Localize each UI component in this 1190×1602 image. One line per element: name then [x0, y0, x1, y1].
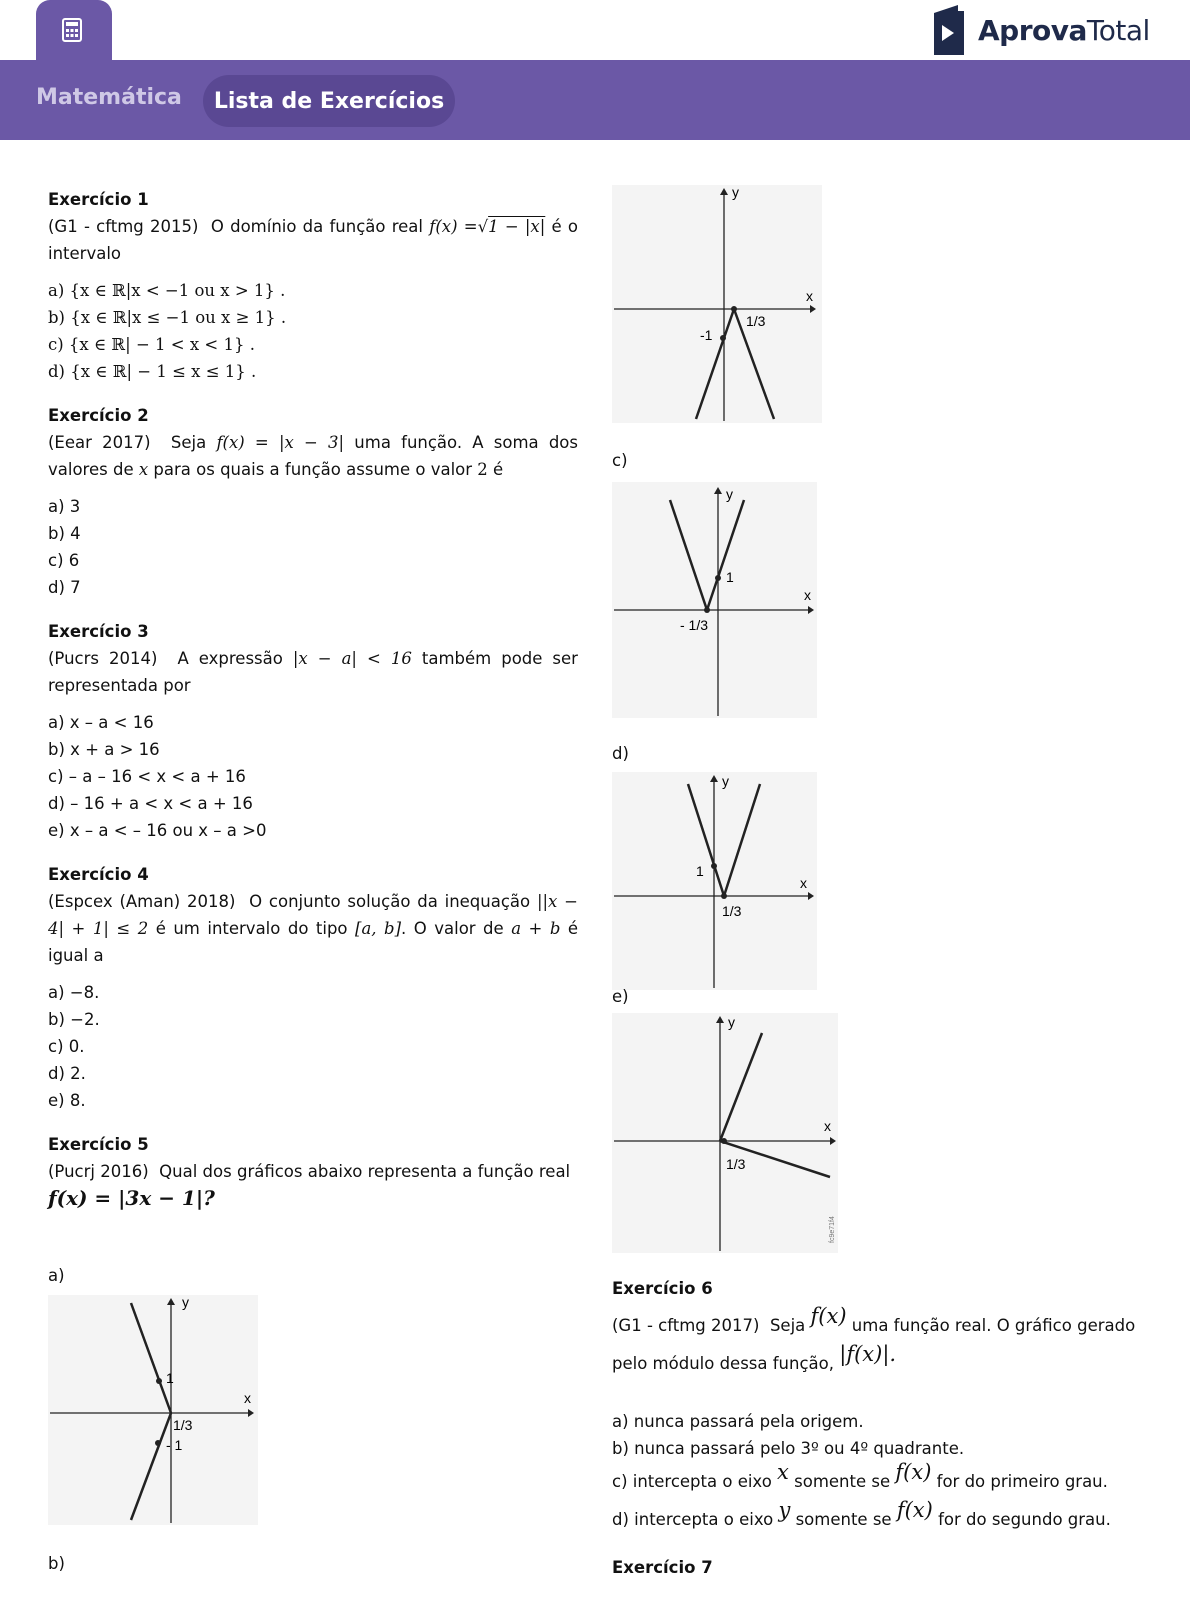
graph-d-svg [612, 772, 817, 990]
graph-c[interactable] [612, 482, 817, 718]
graph-b-svg [612, 185, 822, 423]
option-b[interactable]: b) nunca passará pelo 3º ou 4º quadrante. [612, 1439, 965, 1458]
statement-text-3: . O valor de [401, 919, 504, 938]
graph-b[interactable] [612, 185, 822, 423]
source: (G1 - cftmg 2015) [48, 217, 199, 236]
point [731, 306, 737, 312]
exercise-title: Exercício 6 [612, 1279, 713, 1298]
tick-label: -1 [700, 327, 713, 343]
axis-y-label: y [726, 486, 733, 502]
statement-text: Seja [769, 1316, 806, 1335]
options [612, 1408, 1172, 1538]
options [48, 277, 578, 385]
option-c[interactable]: c) {x ∈ ℝ| − 1 < x < 1} . [48, 335, 255, 354]
option-text: somente se [795, 1510, 892, 1529]
statement-text-2: uma função. A soma dos valores de [48, 433, 578, 479]
source: (Pucrj 2016) [48, 1162, 149, 1181]
option-c-label[interactable]: c) [612, 451, 628, 470]
formula-fx: f(x) = [429, 217, 478, 236]
exercise-1 [48, 186, 578, 385]
axis-y-label: y [182, 1295, 189, 1310]
exercise-statement [48, 888, 578, 969]
brand-name-regular: Total [1086, 13, 1150, 47]
statement-text: O domínio da função real [210, 217, 423, 236]
top-bar [0, 0, 1190, 60]
calculator-icon [62, 18, 82, 42]
statement-text-4: é igual a [48, 919, 579, 965]
tick-label: 1 [166, 1370, 174, 1386]
left-column [48, 186, 578, 1229]
y-arrow [167, 1298, 175, 1305]
axis-x-label: x [824, 1118, 831, 1134]
statement-text: Qual dos gráficos abaixo representa a função real [159, 1162, 571, 1181]
graph-line-1 [131, 1303, 171, 1413]
point [715, 575, 721, 581]
list-title-pill[interactable]: Lista de Exercícios [203, 75, 455, 127]
options [48, 709, 578, 844]
point [720, 335, 726, 341]
y-arrow [716, 1016, 724, 1023]
option-a[interactable]: a) x – a < 16 [48, 713, 154, 732]
formula-fx: f(x) [895, 1460, 932, 1484]
graph-e[interactable] [612, 1013, 838, 1253]
x-arrow [808, 606, 814, 614]
axis-x-label: x [800, 875, 807, 891]
statement-text: Seja [170, 433, 207, 452]
statement-text: A expressão [177, 649, 283, 668]
statement-text-2: uma função real. O gráfico gerado pelo módulo dessa função, [612, 1316, 1136, 1373]
graph-line-2 [707, 500, 744, 610]
option-b-label[interactable]: b) [48, 1554, 65, 1573]
var-x: x [777, 1460, 789, 1484]
option-text: c) intercepta o eixo [612, 1472, 772, 1491]
source: (Pucrs 2014) [48, 649, 158, 668]
formula-abs-fx: |f(x)|. [839, 1342, 897, 1366]
statement-text: O conjunto solução da inequação [249, 892, 531, 911]
calculator-tab[interactable] [36, 0, 112, 60]
graph-e-svg [612, 1013, 838, 1253]
interval: [a, b] [355, 919, 402, 938]
option-a[interactable]: a) −8. [48, 983, 100, 1002]
axis-y-label: y [732, 185, 739, 200]
exercise-4 [48, 861, 578, 1114]
exercise-statement [48, 645, 578, 699]
axis-x-label: x [244, 1390, 251, 1406]
graph-line-2 [724, 784, 760, 896]
x-arrow [808, 892, 814, 900]
brand-logo[interactable] [930, 4, 1150, 56]
exercise-title: Exercício 5 [48, 1135, 149, 1154]
axis-y-label: y [728, 1014, 735, 1030]
option-a-label[interactable]: a) [48, 1266, 65, 1285]
exercise-6 [612, 1275, 1172, 1538]
subject-link[interactable]: Matemática [36, 85, 182, 110]
sum: a + b [511, 919, 561, 938]
tick-label: - 1 [166, 1437, 183, 1453]
value: 2 [477, 460, 488, 479]
point [704, 607, 710, 613]
exercise-statement [48, 1158, 578, 1185]
option-a[interactable]: a) nunca passará pela origem. [612, 1412, 864, 1431]
formula: ||x − 4| + 1| ≤ 2 [48, 892, 578, 938]
formula: |x − a| < 16 [292, 649, 412, 668]
option-e-label[interactable]: e) [612, 987, 629, 1006]
graph-a-svg [48, 1295, 258, 1525]
formula-fx: f(x) [896, 1498, 933, 1522]
tick-label: 1/3 [726, 1156, 746, 1172]
formula-fx: f(x) [810, 1304, 847, 1328]
options [48, 979, 578, 1114]
statement-text-4: é [493, 460, 504, 479]
option-d[interactable]: d) 7 [48, 578, 81, 597]
graph-a[interactable] [48, 1295, 258, 1525]
options [48, 493, 578, 601]
x-arrow [810, 305, 816, 313]
option-d[interactable] [612, 1500, 1172, 1538]
graph-line-1 [696, 309, 734, 419]
tick-label: 1/3 [173, 1417, 193, 1433]
source: (Eear 2017) [48, 433, 151, 452]
statement-text-2: é um intervalo do tipo [155, 919, 348, 938]
point [721, 1138, 727, 1144]
option-b[interactable]: b) 4 [48, 524, 81, 543]
option-e[interactable]: e) x – a < – 16 ou x – a >0 [48, 821, 267, 840]
exercise-statement [48, 429, 578, 483]
variable: x [138, 460, 149, 479]
graph-line-1 [720, 1033, 762, 1141]
y-arrow [710, 775, 718, 782]
graph-d[interactable] [612, 772, 817, 990]
point [721, 893, 727, 899]
option-c[interactable] [612, 1462, 1172, 1500]
formula: f(x) = |3x − 1|? [48, 1186, 215, 1210]
exercise-statement [48, 213, 578, 267]
statement-text-2: também pode ser representada por [48, 649, 578, 695]
axis-y-label: y [722, 773, 729, 789]
figure-code: fc9e71f4 [829, 1216, 836, 1243]
graph-line-2 [131, 1413, 171, 1520]
option-text: for do primeiro grau. [936, 1472, 1108, 1491]
option-c[interactable]: c) 6 [48, 551, 80, 570]
tick-label: 1/3 [722, 903, 742, 919]
graph-c-svg [612, 482, 817, 718]
option-a[interactable]: a) 3 [48, 497, 81, 516]
exercise-statement [612, 1306, 1172, 1382]
axis-x-label: x [806, 288, 813, 304]
point [156, 1378, 162, 1384]
graph-line-1 [688, 784, 724, 896]
option-e[interactable]: e) 8. [48, 1091, 86, 1110]
brand-name-bold: Aprova [978, 13, 1087, 47]
option-c[interactable]: c) – a – 16 < x < a + 16 [48, 767, 246, 786]
option-text: d) intercepta o eixo [612, 1510, 774, 1529]
statement-text-2: é o intervalo [48, 217, 579, 263]
exercise-5 [48, 1131, 578, 1212]
exercise-title: Exercício 2 [48, 406, 149, 425]
tick-label: 1 [726, 569, 734, 585]
option-d[interactable]: d) – 16 + a < x < a + 16 [48, 794, 253, 813]
option-b[interactable]: b) {x ∈ ℝ|x ≤ −1 ou x ≥ 1} . [48, 308, 287, 327]
exercise-3 [48, 618, 578, 844]
y-arrow [714, 487, 722, 494]
exercise-2 [48, 402, 578, 601]
statement-text-3: para os quais a função assume o valor [153, 460, 473, 479]
x-arrow [830, 1137, 836, 1145]
source: (G1 - cftmg 2017) [612, 1316, 760, 1335]
point [155, 1440, 161, 1446]
tick-label: 1 [696, 863, 704, 879]
exercise-title: Exercício 1 [48, 190, 149, 209]
exercise-7-title: Exercício 7 [612, 1558, 713, 1577]
book-logo-icon [930, 5, 966, 55]
tick-label: - 1/3 [680, 617, 709, 633]
sqrt-sign: √ [477, 217, 489, 236]
option-b[interactable]: b) −2. [48, 1010, 100, 1029]
point [711, 863, 717, 869]
option-d[interactable]: d) 2. [48, 1064, 86, 1083]
source: (Espcex (Aman) 2018) [48, 892, 236, 911]
formula: f(x) = |x − 3| [216, 433, 345, 452]
exercise-title: Exercício 3 [48, 622, 149, 641]
y-arrow [720, 188, 728, 195]
tick-label: 1/3 [746, 313, 766, 329]
brand-name [978, 14, 1150, 47]
option-d[interactable]: d) {x ∈ ℝ| − 1 ≤ x ≤ 1} . [48, 362, 257, 381]
option-c[interactable]: c) 0. [48, 1037, 85, 1056]
option-text: somente se [794, 1472, 891, 1491]
x-arrow [248, 1409, 254, 1417]
option-text: for do segundo grau. [938, 1510, 1111, 1529]
sqrt-body: 1 − |x| [488, 217, 546, 236]
option-b[interactable]: b) x + a > 16 [48, 740, 160, 759]
option-a[interactable]: a) {x ∈ ℝ|x < −1 ou x > 1} . [48, 281, 286, 300]
header-band [0, 60, 1190, 140]
axis-x-label: x [804, 587, 811, 603]
graph-line-1 [670, 500, 707, 610]
exercise-title: Exercício 4 [48, 865, 149, 884]
var-y: y [778, 1498, 791, 1522]
option-d-label[interactable]: d) [612, 744, 629, 763]
